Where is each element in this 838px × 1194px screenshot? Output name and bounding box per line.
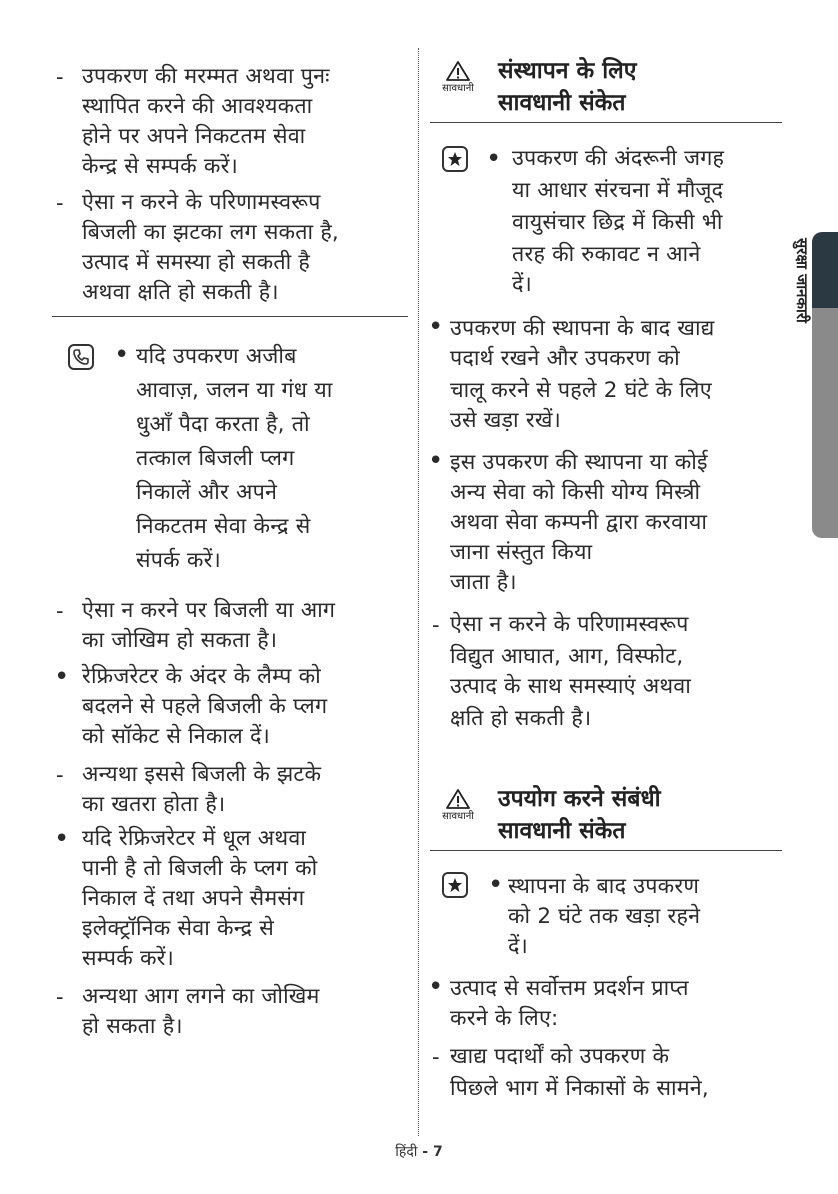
section-divider <box>430 122 782 123</box>
text-line: अन्य सेवा को किसी योग्य मिस्त्री <box>450 480 701 505</box>
text-line: अन्यथा इससे बिजली के झटके <box>82 762 322 787</box>
bullet-marker: • <box>114 340 130 370</box>
footer-language: हिंदी <box>395 1144 418 1160</box>
section-heading: सावधानी संकेत <box>498 818 626 844</box>
caution-icon <box>430 60 486 95</box>
caution-label: सावधानी <box>442 811 474 822</box>
phone-icon <box>68 344 94 370</box>
text-line: जाता है। <box>450 570 517 595</box>
text-line: अथवा क्षति हो सकती है। <box>82 280 279 305</box>
text-line: उत्पाद के साथ समस्याएं अथवा <box>450 674 691 699</box>
text-line: संपर्क करें। <box>136 548 221 573</box>
text-line: करने के लिए: <box>450 1006 559 1031</box>
footer-separator: - <box>417 1144 433 1160</box>
caution-icon <box>430 788 486 823</box>
text-line: पदार्थ रखने और उपकरण को <box>450 346 680 371</box>
text-line: का जोखिम हो सकता है। <box>82 628 278 653</box>
text-line: दें। <box>508 934 528 959</box>
bullet-marker: • <box>54 824 70 854</box>
bullet-marker: • <box>428 972 444 1002</box>
text-line: स्थापित करने की आवश्यकता <box>82 94 313 119</box>
section-heading: उपयोग करने संबंधी <box>498 786 661 812</box>
text-line: बदलने से पहले बिजली के प्लग <box>82 694 328 719</box>
bullet-marker: • <box>488 870 504 900</box>
text-line: हो सकता है। <box>82 1014 183 1039</box>
text-line: उपकरण की मरम्मत अथवा पुनः <box>82 64 330 89</box>
text-line: खाद्य पदार्थों को उपकरण के <box>450 1044 670 1069</box>
dash-marker: - <box>56 985 64 1009</box>
text-line: ऐसा न करने पर बिजली या आग <box>82 598 336 623</box>
text-line: ऐसा न करने के परिणामस्वरूप <box>450 612 689 637</box>
column-divider <box>418 48 419 1136</box>
dash-marker: - <box>56 65 64 89</box>
text-line: स्थापना के बाद उपकरण <box>508 874 700 899</box>
side-tab-label: सुरक्षा जानकारी <box>793 238 811 323</box>
text-line: जाना संस्तुत किया <box>450 540 593 565</box>
bullet-marker: • <box>428 446 444 476</box>
bullet-marker: • <box>54 662 70 692</box>
bullet-marker: • <box>428 312 444 342</box>
dash-marker: - <box>432 613 440 637</box>
text-line: अन्यथा आग लगने का जोखिम <box>82 984 320 1009</box>
text-line: ऐसा न करने के परिणामस्वरूप <box>82 190 321 215</box>
side-tab-dark <box>812 232 838 308</box>
dash-marker: - <box>56 191 64 215</box>
text-line: को 2 घंटे तक खड़ा रहने <box>508 904 701 929</box>
section-divider <box>430 850 782 851</box>
star-icon <box>442 872 468 898</box>
dash-marker: - <box>432 1045 440 1069</box>
dash-marker: - <box>56 763 64 787</box>
text-line: होने पर अपने निकटतम सेवा <box>82 124 306 149</box>
text-line: निकाल दें तथा अपने सैमसंग <box>82 886 305 911</box>
text-line: सम्पर्क करें। <box>82 946 175 971</box>
text-line: उत्पाद में समस्या हो सकती है <box>82 250 311 275</box>
dash-marker: - <box>56 599 64 623</box>
text-line: को सॉकेट से निकाल दें। <box>82 724 270 749</box>
text-line: यदि उपकरण अजीब <box>136 344 297 369</box>
text-line: या आधार संरचना में मौजूद <box>512 178 724 203</box>
section-heading: संस्थापन के लिए <box>498 58 637 84</box>
page-number: 7 <box>432 1144 443 1160</box>
star-icon <box>442 146 468 172</box>
section-heading: सावधानी संकेत <box>498 90 626 116</box>
text-line: निकटतम सेवा केन्द्र से <box>136 514 311 539</box>
text-line: उपकरण की स्थापना के बाद खाद्य <box>450 316 715 341</box>
text-line: उसे खड़ा रखें। <box>450 408 561 433</box>
page-footer <box>0 1142 838 1161</box>
text-line: चालू करने से पहले 2 घंटे के लिए <box>450 378 712 403</box>
text-line: दें। <box>512 272 532 297</box>
side-section-tab[interactable] <box>812 232 838 538</box>
caution-label: सावधानी <box>442 83 474 94</box>
text-line: रेफ्रिजरेटर के अंदर के लैम्प को <box>82 664 321 689</box>
text-line: क्षति हो सकती है। <box>450 706 592 731</box>
text-line: इलेक्ट्रॉनिक सेवा केन्द्र से <box>82 916 274 941</box>
text-line: आवाज़, जलन या गंध या <box>136 378 333 403</box>
text-line: अथवा सेवा कम्पनी द्वारा करवाया <box>450 510 708 535</box>
text-line: वायुसंचार छिद्र में किसी भी <box>512 210 723 235</box>
text-line: पानी है तो बिजली के प्लग को <box>82 856 318 881</box>
text-line: उपकरण की अंदरूनी जगह <box>512 146 725 171</box>
text-line: पिछले भाग में निकासों के सामने, <box>450 1076 709 1101</box>
text-line: बिजली का झटका लग सकता है, <box>82 220 339 245</box>
text-line: केन्द्र से सम्पर्क करें। <box>82 154 238 179</box>
text-line: धुआँ पैदा करता है, तो <box>136 412 310 437</box>
text-line: तत्काल बिजली प्लग <box>136 446 295 471</box>
section-divider <box>52 316 408 317</box>
text-line: यदि रेफ्रिजरेटर में धूल अथवा <box>82 826 307 851</box>
text-line: निकालें और अपने <box>136 480 278 505</box>
side-tab-grey <box>812 308 838 538</box>
text-line: उत्पाद से सर्वोत्तम प्रदर्शन प्राप्त <box>450 976 689 1001</box>
text-line: इस उपकरण की स्थापना या कोई <box>450 450 708 475</box>
text-line: तरह की रुकावट न आने <box>512 242 701 267</box>
text-line: का खतरा होता है। <box>82 792 226 817</box>
text-line: विद्युत आघात, आग, विस्फोट, <box>450 644 684 669</box>
bullet-marker: • <box>486 144 502 174</box>
